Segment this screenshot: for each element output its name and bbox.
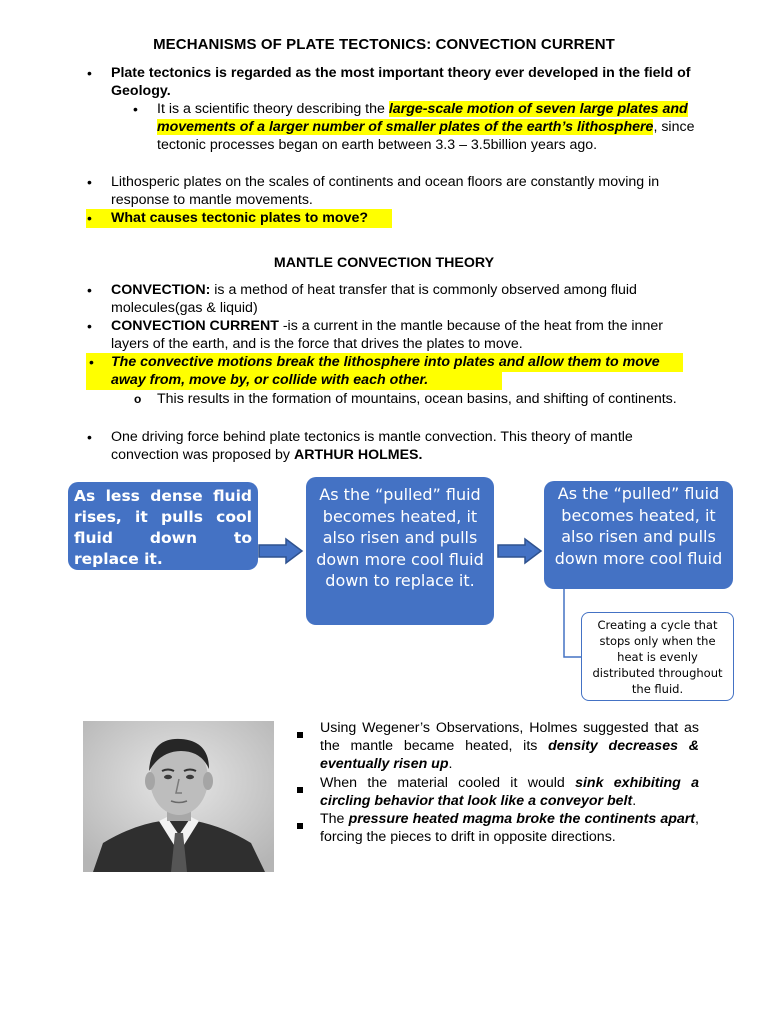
diagram-box-1-text: As less dense fluid rises, it pulls cool fluid down to replace it.: [74, 487, 252, 568]
diagram-box-3-text: As the “pulled” fluid becomes heated, it also risen and pulls down more cool fluid: [554, 484, 723, 568]
sub-bullet-post: , since tectonic processes began on earth between 3.3 – 3.5billion years ago.: [157, 119, 695, 153]
holmes-point-3-pre: The: [320, 811, 349, 827]
arthur-holmes-photo: [83, 721, 274, 872]
convection-current-bullet: [111, 317, 701, 353]
convection-current-label: CONVECTION CURRENT: [111, 318, 279, 334]
holmes-name: ARTHUR HOLMES.: [293, 447, 423, 463]
section-heading: MANTLE CONVECTION THEORY: [273, 255, 495, 271]
bullet-dot: •: [87, 210, 92, 226]
bullet-dot: •: [133, 101, 138, 117]
holmes-point-2-emphasis: sink exhibiting a circling behavior that look like a conveyor belt: [320, 775, 699, 809]
holmes-point-1: [320, 719, 699, 773]
square-bullet: [297, 815, 303, 833]
holmes-point-2-pre: When the material cooled it would: [320, 775, 576, 791]
intro-question: What causes tectonic plates to move?: [111, 210, 369, 226]
bullet-dot: •: [87, 65, 92, 81]
intro-bullet-1: Plate tectonics is regarded as the most important theory ever developed in the field of Geology.: [111, 65, 691, 99]
bullet-dot: •: [87, 282, 92, 298]
right-arrow-icon: [258, 537, 304, 565]
diagram-box-3: [544, 481, 733, 589]
square-bullet: [297, 779, 303, 797]
holmes-point-2-post: .: [632, 793, 637, 809]
convection-text: is a method of heat transfer that is commonly observed among fluid molecules(gas & liquid): [111, 282, 637, 316]
sub-bullet-pre: It is a scientific theory describing the: [157, 101, 389, 117]
sub-bullet-highlight: large-scale motion of seven large plates and movements of a larger number of smaller plates of the earth’s lithosphere: [157, 101, 688, 135]
diagram-box-1: [68, 482, 258, 570]
holmes-bullet: [111, 428, 701, 464]
bullet-dot: •: [87, 429, 92, 445]
holmes-point-1-pre: Using Wegener’s Observations, Holmes suggested that as the mantle became heated, its: [320, 720, 699, 754]
holmes-point-3-emphasis: pressure heated magma broke the continents apart: [348, 811, 696, 827]
square-bullet: [297, 724, 303, 742]
bullet-dot: •: [87, 174, 92, 190]
diagram-box-2-text: As the “pulled” fluid becomes heated, it also risen and pulls down more cool fluid down to replace it.: [316, 485, 484, 590]
holmes-point-3: [320, 810, 699, 846]
holmes-point-1-emphasis: density decreases & eventually risen up: [320, 738, 699, 772]
convection-current-text: -is a current in the mantle because of the heat from the inner layers of the earth, and is the force that drives the plates to move.: [111, 318, 663, 352]
bullet-dot: •: [89, 354, 94, 370]
diagram-box-2: [306, 477, 494, 625]
intro-sub-bullet: [157, 100, 702, 154]
diagram-note-text: Creating a cycle that stops only when the heat is evenly distributed throughout the fluid.: [592, 618, 723, 696]
holmes-point-3-post: , forcing the pieces to drift in opposite directions.: [320, 811, 699, 845]
holmes-text: One driving force behind plate tectonics is mantle convection. This theory of mantle convection was proposed by: [111, 429, 633, 463]
right-arrow-icon: [497, 537, 543, 565]
page-title: MECHANISMS OF PLATE TECTONICS: CONVECTION CURRENT: [153, 36, 615, 53]
holmes-point-2: [320, 774, 699, 810]
bullet-dot: •: [87, 318, 92, 334]
holmes-point-1-post: .: [448, 756, 453, 772]
formation-sub-bullet: This results in the formation of mountains, ocean basins, and shifting of continents.: [157, 391, 677, 407]
convection-bullet: [111, 281, 701, 317]
diagram-note: [581, 612, 734, 701]
intro-bullet-2: Lithosperic plates on the scales of continents and ocean floors are constantly moving in response to mantle movements.: [111, 174, 660, 208]
convection-label: CONVECTION:: [111, 282, 211, 298]
circle-bullet: o: [134, 392, 142, 406]
convective-motions-bullet: The convective motions break the lithosphere into plates and allow them to move away from, move by, or collide with each other.: [111, 354, 660, 388]
